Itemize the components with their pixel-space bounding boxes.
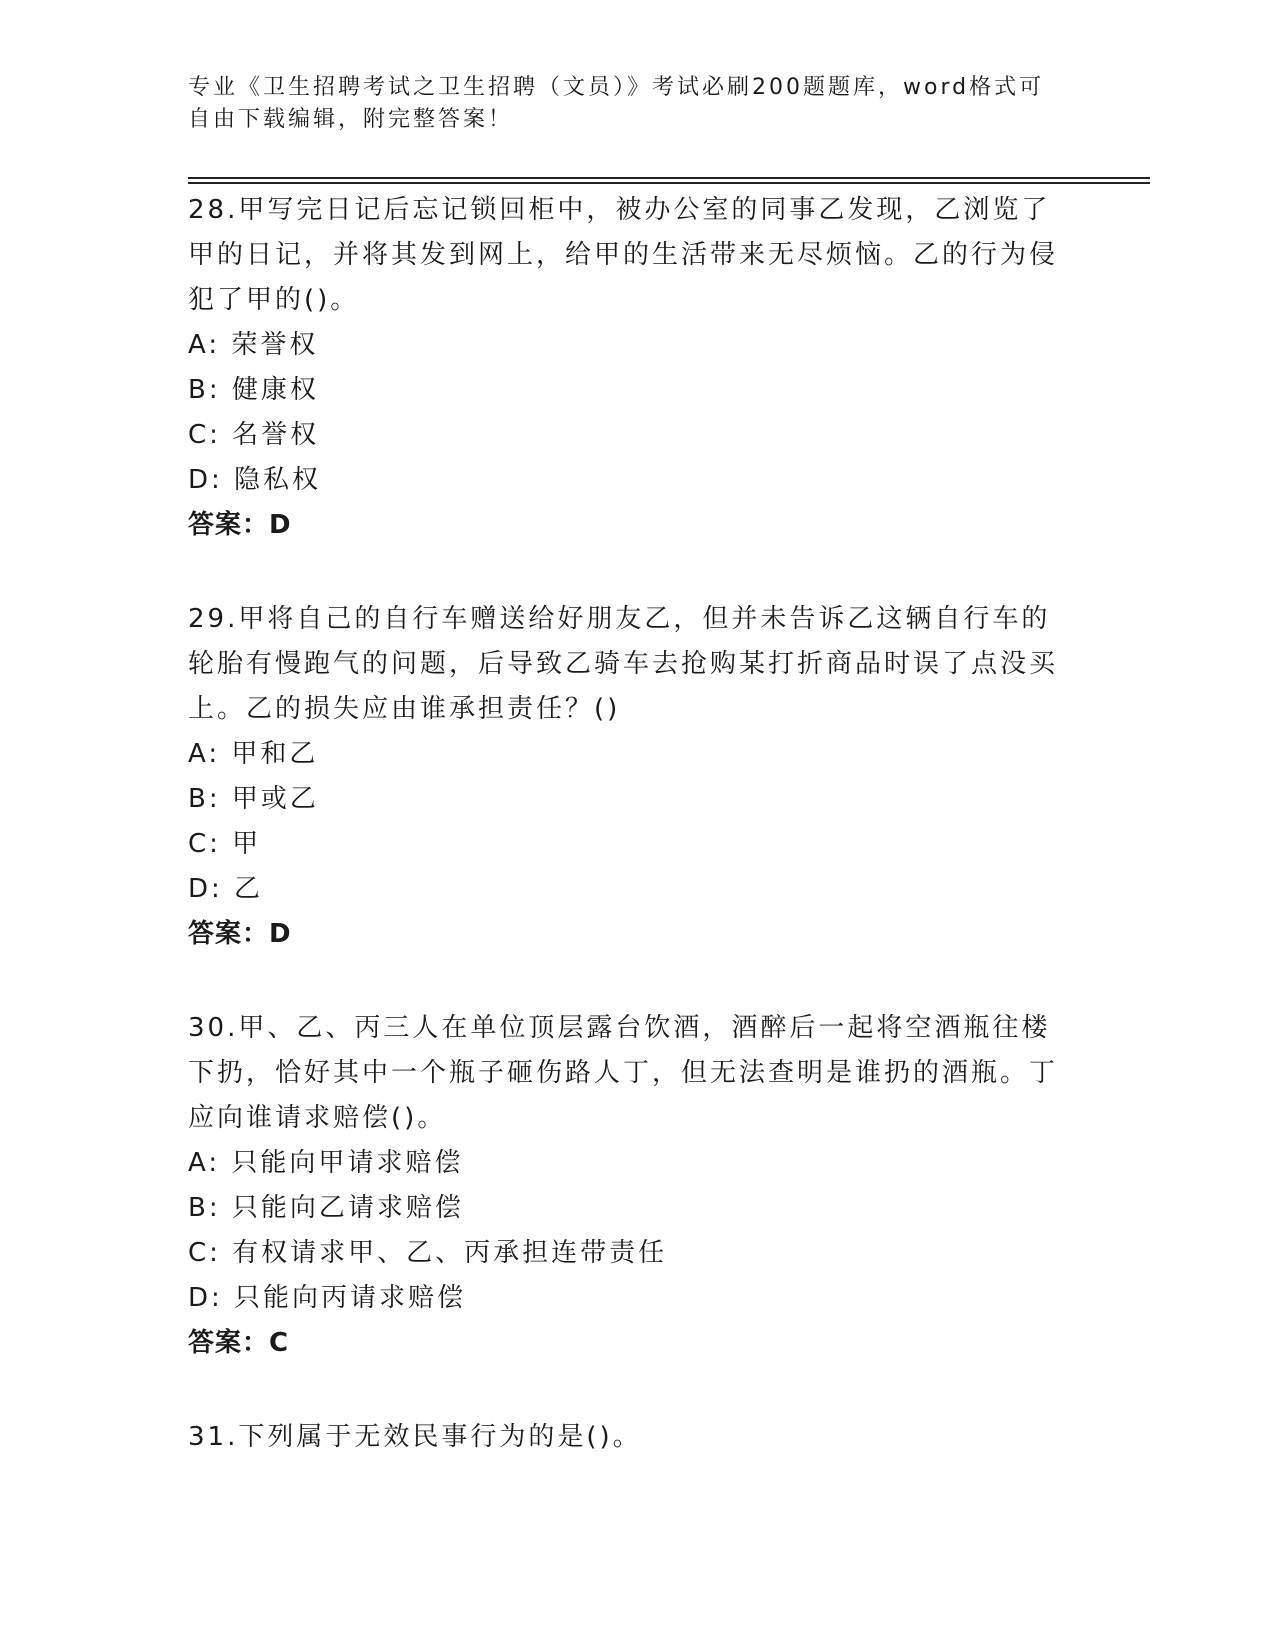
option-d: D: 隐私权: [188, 465, 322, 495]
option-d: D: 只能向丙请求赔偿: [188, 1283, 467, 1313]
option-a: A: 荣誉权: [188, 330, 319, 360]
question-30: [188, 1006, 1068, 1366]
option-c: C: 有权请求甲、乙、丙承担连带责任: [188, 1238, 668, 1268]
option-b: B: 只能向乙请求赔偿: [188, 1193, 464, 1223]
answer: 答案：D: [188, 510, 292, 540]
question-29: [188, 597, 1068, 957]
question-28: [188, 188, 1068, 548]
option-a: A: 甲和乙: [188, 739, 319, 769]
option-d: D: 乙: [188, 874, 264, 904]
option-c: C: 甲: [188, 829, 262, 859]
option-c: C: 名誉权: [188, 420, 320, 450]
question-31: [188, 1415, 1068, 1460]
answer: 答案：D: [188, 919, 292, 949]
header-divider-bottom: [188, 182, 1150, 184]
question-text: 28.甲写完日记后忘记锁回柜中，被办公室的同事乙发现，乙浏览了甲的日记，并将其发到网上，给甲的生活带来无尽烦恼。乙的行为侵犯了甲的()。: [188, 195, 1059, 315]
option-b: B: 甲或乙: [188, 784, 319, 814]
option-a: A: 只能向甲请求赔偿: [188, 1148, 464, 1178]
option-b: B: 健康权: [188, 375, 319, 405]
header-divider-top: [188, 177, 1150, 179]
question-text: 31.下列属于无效民事行为的是()。: [188, 1422, 642, 1452]
question-text: 30.甲、乙、丙三人在单位顶层露台饮酒，酒醉后一起将空酒瓶往楼下扔，恰好其中一个瓶子砸伤路人丁，但无法查明是谁扔的酒瓶。丁应向谁请求赔偿()。: [188, 1013, 1059, 1133]
question-text: 29.甲将自己的自行车赠送给好朋友乙，但并未告诉乙这辆自行车的轮胎有慢跑气的问题，后导致乙骑车去抢购某打折商品时误了点没买上。乙的损失应由谁承担责任？(): [188, 604, 1059, 724]
document-header: 专业《卫生招聘考试之卫生招聘（文员）》考试必刷200题题库，word格式可自由下载编辑，附完整答案！: [188, 75, 1045, 132]
answer: 答案：C: [188, 1328, 290, 1358]
